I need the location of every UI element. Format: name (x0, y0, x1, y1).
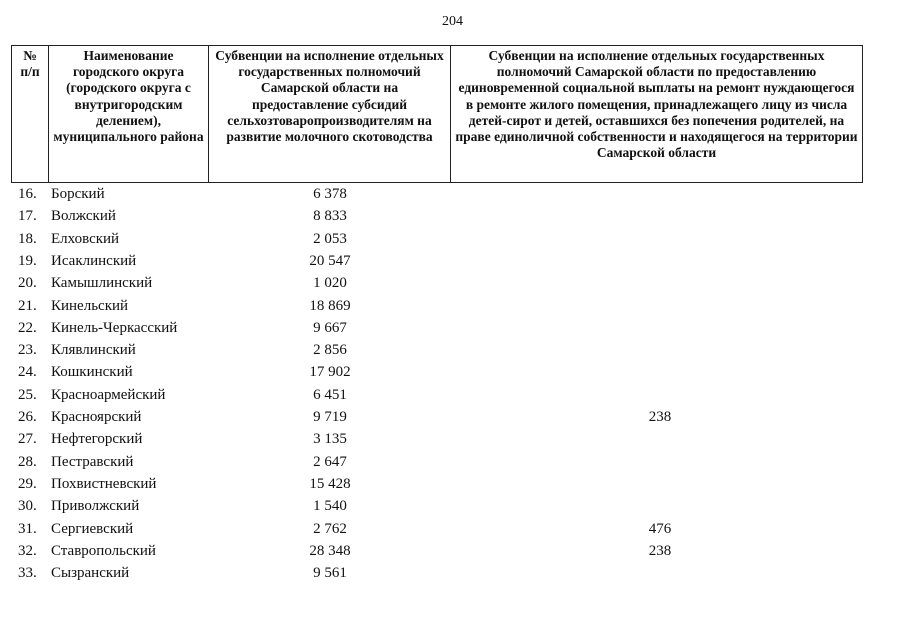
dairy-subvention-value: 28 348 (309, 542, 351, 559)
table-row (0, 498, 905, 520)
table-row (0, 454, 905, 476)
header-col-number: № п/п (12, 46, 49, 183)
table-row (0, 521, 905, 543)
dairy-subvention-value: 2 856 (313, 342, 347, 359)
orphan-housing-subvention-value: 238 (648, 542, 672, 559)
district-name: Нефтегорский (51, 431, 143, 448)
row-number: 28. (18, 453, 37, 470)
row-number: 18. (18, 230, 37, 247)
table-row (0, 409, 905, 431)
header-col-orphan-housing-subvention: Субвенции на исполнение отдельных государственных полномочий Самарской области по предоставлению единовременной социальной выплаты на ремонт нуждающегося в ремонте жилого помещения, принадлежащего лицу из числа детей-сирот и детей, оставшихся без попечения родителей, на праве единоличной собственности и находящегося на территории Самарской области (451, 46, 863, 183)
table-row (0, 543, 905, 565)
dairy-subvention-value: 6 451 (313, 386, 347, 403)
dairy-subvention-value: 9 667 (313, 319, 347, 336)
header-col-name: Наименование городского округа (городского округа с внутригородским делением), муниципального района (49, 46, 209, 183)
district-name: Красноармейский (51, 386, 166, 403)
table-row (0, 476, 905, 498)
row-number: 33. (18, 565, 37, 582)
row-number: 23. (18, 342, 37, 359)
table-row (0, 298, 905, 320)
row-number: 29. (18, 475, 37, 492)
row-number: 31. (18, 520, 37, 537)
dairy-subvention-value: 9 561 (313, 565, 347, 582)
district-name: Елховский (51, 230, 120, 247)
dairy-subvention-value: 17 902 (309, 364, 351, 381)
row-number: 16. (18, 186, 37, 202)
dairy-subvention-value: 2 647 (313, 453, 347, 470)
district-name: Борский (51, 186, 105, 202)
district-name: Сызранский (51, 565, 130, 582)
table-row (0, 208, 905, 230)
district-name: Камышлинский (51, 275, 153, 292)
row-number: 17. (18, 208, 37, 225)
orphan-housing-subvention-value: 238 (648, 409, 672, 425)
row-number: 19. (18, 252, 37, 269)
dairy-subvention-value: 3 135 (313, 431, 347, 448)
header-row (12, 46, 863, 183)
district-name: Кинельский (51, 297, 129, 314)
dairy-subvention-value: 9 719 (313, 409, 347, 425)
table-row (0, 231, 905, 253)
dairy-subvention-value: 2 053 (313, 230, 347, 247)
district-name: Похвистневский (51, 475, 157, 492)
table-row (0, 253, 905, 275)
district-name: Приволжский (51, 498, 140, 515)
dairy-subvention-value: 6 378 (313, 186, 347, 202)
row-number: 21. (18, 297, 37, 314)
table-row (0, 431, 905, 453)
page-number: 204 (442, 14, 463, 29)
district-name: Исаклинский (51, 252, 137, 269)
header-col-dairy-subvention: Субвенции на исполнение отдельных государственных полномочий Самарской области на предоставление субсидий сельхозтоваропроизводителям на развитие молочного скотоводства (209, 46, 451, 183)
table-row (0, 186, 905, 208)
district-name: Пестравский (51, 453, 134, 470)
district-name: Кинель-Черкасский (51, 319, 178, 336)
dairy-subvention-value: 2 762 (313, 520, 347, 537)
district-name: Сергиевский (51, 520, 134, 537)
dairy-subvention-value: 15 428 (309, 475, 351, 492)
district-name: Ставропольский (51, 542, 156, 559)
row-number: 32. (18, 542, 37, 559)
row-number: 30. (18, 498, 37, 515)
dairy-subvention-value: 1 020 (313, 275, 347, 292)
table-row (0, 364, 905, 386)
district-name: Волжский (51, 208, 116, 225)
row-number: 25. (18, 386, 37, 403)
dairy-subvention-value: 8 833 (313, 208, 347, 225)
row-number: 24. (18, 364, 37, 381)
row-number: 22. (18, 319, 37, 336)
table-header (11, 45, 863, 183)
table-row (0, 565, 905, 587)
row-number: 26. (18, 409, 37, 425)
orphan-housing-subvention-value: 476 (648, 520, 672, 537)
dairy-subvention-value: 18 869 (309, 297, 351, 314)
district-name: Кошкинский (51, 364, 133, 381)
table-row (0, 320, 905, 342)
district-name: Красноярский (51, 409, 142, 425)
row-number: 27. (18, 431, 37, 448)
district-name: Клявлинский (51, 342, 136, 359)
table-row (0, 342, 905, 364)
dairy-subvention-value: 20 547 (309, 252, 351, 269)
table-row (0, 275, 905, 297)
dairy-subvention-value: 1 540 (313, 498, 347, 515)
table-row (0, 387, 905, 409)
row-number: 20. (18, 275, 37, 292)
